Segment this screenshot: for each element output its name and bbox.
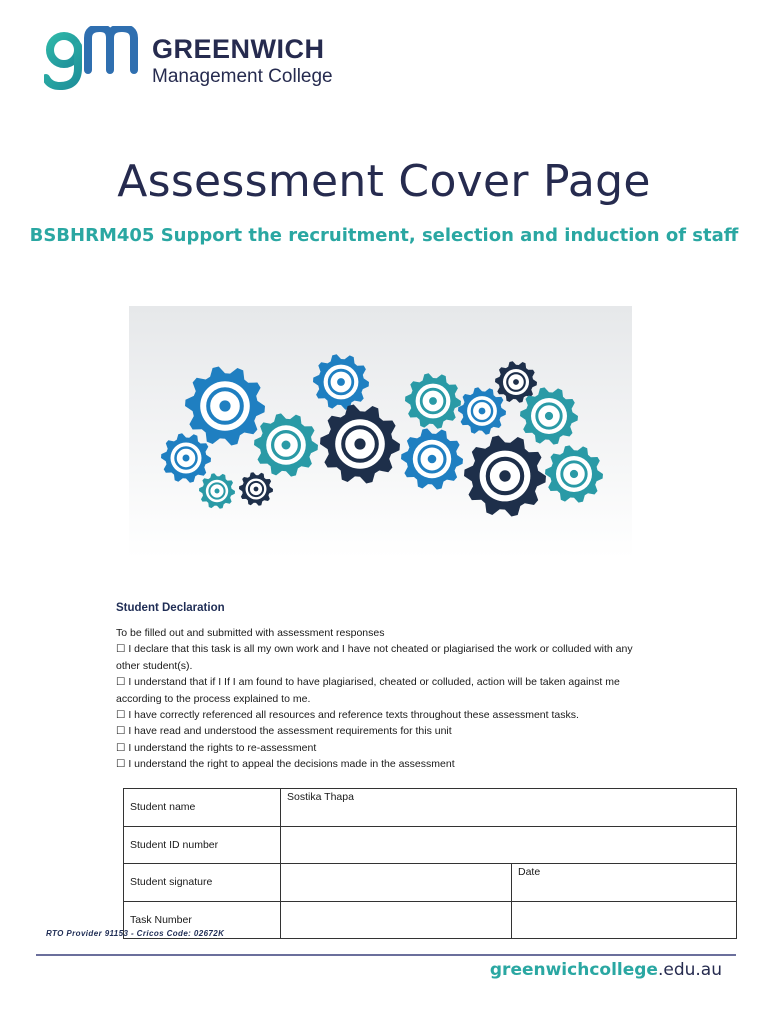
student-name-field[interactable]: Sostika Thapa xyxy=(281,789,737,827)
footer-website-link[interactable] xyxy=(490,960,722,980)
student-id-field[interactable] xyxy=(281,826,737,864)
student-signature-label: Student signature xyxy=(124,864,281,902)
gm-logo-icon xyxy=(44,26,144,92)
footer-url-tld: .edu.au xyxy=(657,960,722,980)
task-number-label: Task Number xyxy=(124,901,281,939)
logo-name-line2: Management College xyxy=(152,66,333,87)
footer-divider xyxy=(36,954,736,956)
date-label: Date xyxy=(518,866,541,878)
rto-provider-text: RTO Provider 91153 - Cricos Code: 02672K xyxy=(46,929,225,938)
task-number-field[interactable] xyxy=(281,901,512,939)
student-signature-field[interactable] xyxy=(281,864,512,902)
page-title: Assessment Cover Page xyxy=(117,156,651,207)
student-id-label: Student ID number xyxy=(124,826,281,864)
declaration-item-requirements[interactable]: ☐ I have read and understood the assessment requirements for this unit xyxy=(116,725,452,738)
table-row xyxy=(124,864,737,902)
declaration-item-appeal[interactable]: ☐ I understand the right to appeal the decisions made in the assessment xyxy=(116,758,455,771)
college-logo xyxy=(44,26,344,96)
declaration-item-plagiarism[interactable]: ☐ I understand that if I If I am found to have plagiarised, cheated or colluded, action will be taken against me according to the process explained to me. xyxy=(116,676,620,705)
hero-illustration xyxy=(129,306,632,558)
declaration-title: Student Declaration xyxy=(116,602,225,614)
task-number-extra-cell[interactable] xyxy=(512,901,737,939)
date-field[interactable] xyxy=(512,864,737,902)
unit-subtitle: BSBHRM405 Support the recruitment, selection and induction of staff xyxy=(29,225,739,246)
declaration-body xyxy=(116,625,656,773)
footer-url-domain: greenwichcollege xyxy=(489,960,658,980)
declaration-intro: To be filled out and submitted with assessment responses xyxy=(116,627,385,639)
declaration-item-own-work[interactable]: ☐ I declare that this task is all my own work and I have not cheated or plagiarised the work or colluded with any other student(s). xyxy=(116,643,633,672)
declaration-item-referenced[interactable]: ☐ I have correctly referenced all resources and reference texts throughout these assessment tasks. xyxy=(116,709,579,722)
table-row xyxy=(124,789,737,827)
logo-name-line1: GREENWICH xyxy=(152,34,325,64)
table-row xyxy=(124,826,737,864)
declaration-item-reassessment[interactable]: ☐ I understand the rights to re-assessment xyxy=(116,741,317,754)
student-details-table xyxy=(123,788,737,939)
student-name-label: Student name xyxy=(124,789,281,827)
